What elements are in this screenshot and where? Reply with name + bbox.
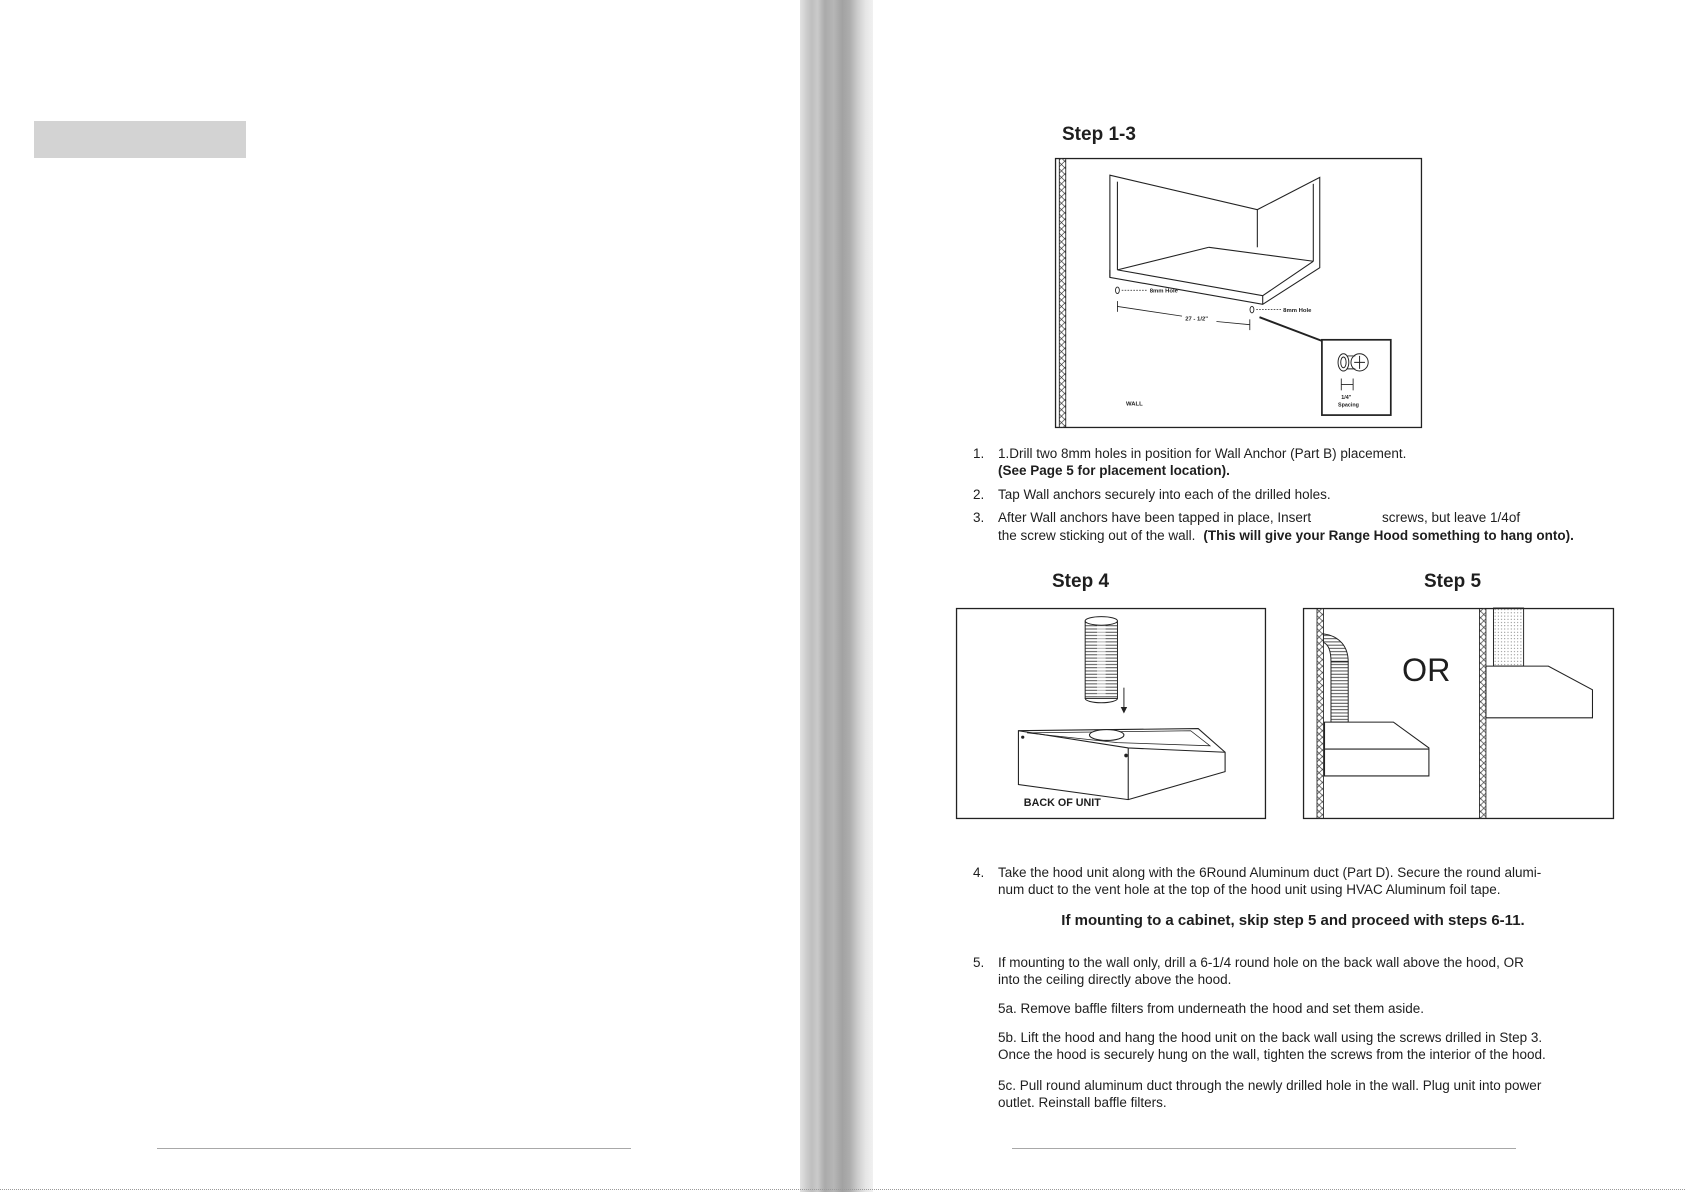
sub-step-5a: 5a. Remove baffle filters from underneath the hood and set them aside. <box>998 1001 1425 1016</box>
item-3-text-start: After Wall anchors have been tapped in place, Insert <box>998 510 1312 525</box>
left-wall-hatch <box>1317 608 1323 819</box>
sub-step-5c-line-1: 5c. Pull round aluminum duct through the newly drilled hole in the wall. Plug unit into power <box>998 1078 1542 1093</box>
item-2-text: Tap Wall anchors securely into each of the drilled holes. <box>998 487 1331 502</box>
ceiling-vent-duct-icon <box>1493 608 1523 666</box>
sub-step-5c-line-2: outlet. Reinstall baffle filters. <box>998 1095 1167 1110</box>
step-1-3-title: Step 1-3 <box>1062 124 1136 145</box>
duct-attachment-diagram <box>956 608 1266 819</box>
wall-label: WALL <box>1126 401 1143 408</box>
hole-label-1: 8mm Hole <box>1149 288 1178 295</box>
down-arrow-icon <box>1121 688 1127 714</box>
wall-mounted-hood <box>1325 722 1429 776</box>
item-3-note: (This will give your Range Hood something to hang onto). <box>1203 528 1574 543</box>
left-page-footer-rule <box>157 1148 631 1149</box>
page-bottom-edge <box>0 1189 1685 1190</box>
back-of-unit-label: BACK OF UNIT <box>1023 797 1101 810</box>
item-4-line-1: Take the hood unit along with the 6Round Aluminum duct (Part D). Secure the round alumi- <box>998 865 1542 880</box>
hole-marker-1 <box>1115 287 1178 294</box>
step-4-title: Step 4 <box>1052 571 1110 592</box>
item-5-number: 5. <box>973 955 985 970</box>
item-5-line-1: If mounting to the wall only, drill a 6-1/4 round hole on the back wall above the hood, OR <box>998 955 1524 970</box>
round-duct-icon <box>1085 617 1117 703</box>
spacing-label: Spacing <box>1338 402 1359 409</box>
screw-detail-inset <box>1322 340 1391 415</box>
range-hood-drawing <box>1018 729 1225 800</box>
sub-step-5b-line-1: 5b. Lift the hood and hang the hood unit on the back wall using the screws drilled in Step 3. <box>998 1030 1543 1045</box>
page-gutter <box>800 0 873 1192</box>
step-5-title: Step 5 <box>1424 571 1482 592</box>
hole-marker-2 <box>1250 306 1312 313</box>
spacing-value: 1/4" <box>1341 394 1352 401</box>
cabinet-mounting-notice: If mounting to a cabinet, skip step 5 and proceed with steps 6-11. <box>1061 912 1525 929</box>
item-4-line-2: num duct to the vent hole at the top of the hood unit using HVAC Aluminum foil tape. <box>998 882 1501 897</box>
item-3-number: 3. <box>973 510 985 525</box>
ceiling-vented-hood <box>1486 666 1593 718</box>
right-wall-hatch <box>1479 608 1485 819</box>
wall-anchor-diagram <box>1055 158 1422 428</box>
item-1-number: 1. <box>973 446 985 461</box>
or-label: OR <box>1402 652 1451 689</box>
item-5-line-2: into the ceiling directly above the hood. <box>998 972 1232 987</box>
item-1-note: (See Page 5 for placement location). <box>998 463 1230 478</box>
item-1-text: 1.Drill two 8mm holes in position for Wall Anchor (Part B) placement. <box>998 446 1407 461</box>
hole-spacing-dimension <box>1117 301 1249 330</box>
item-3-text-continued: the screw sticking out of the wall. <box>998 528 1196 543</box>
dimension-label: 27 - 1/2" <box>1185 316 1209 323</box>
item-4-number: 4. <box>973 865 985 880</box>
cabinet-drawing <box>1110 175 1320 304</box>
section-header-bar <box>34 121 246 158</box>
detail-leader-line <box>1259 317 1321 341</box>
item-3-text-end: screws, but leave 1/4of <box>1382 510 1521 525</box>
right-page-footer-rule <box>1012 1148 1516 1149</box>
sub-step-5b-line-2: Once the hood is securely hung on the wall, tighten the screws from the interior of the hood. <box>998 1047 1546 1062</box>
wall-vent-duct-icon <box>1323 634 1348 722</box>
hole-label-2: 8mm Hole <box>1283 307 1312 314</box>
item-3-line-2 <box>998 527 1574 544</box>
wall-hatch <box>1059 158 1065 428</box>
item-2-number: 2. <box>973 487 985 502</box>
venting-options-diagram <box>1303 608 1614 819</box>
